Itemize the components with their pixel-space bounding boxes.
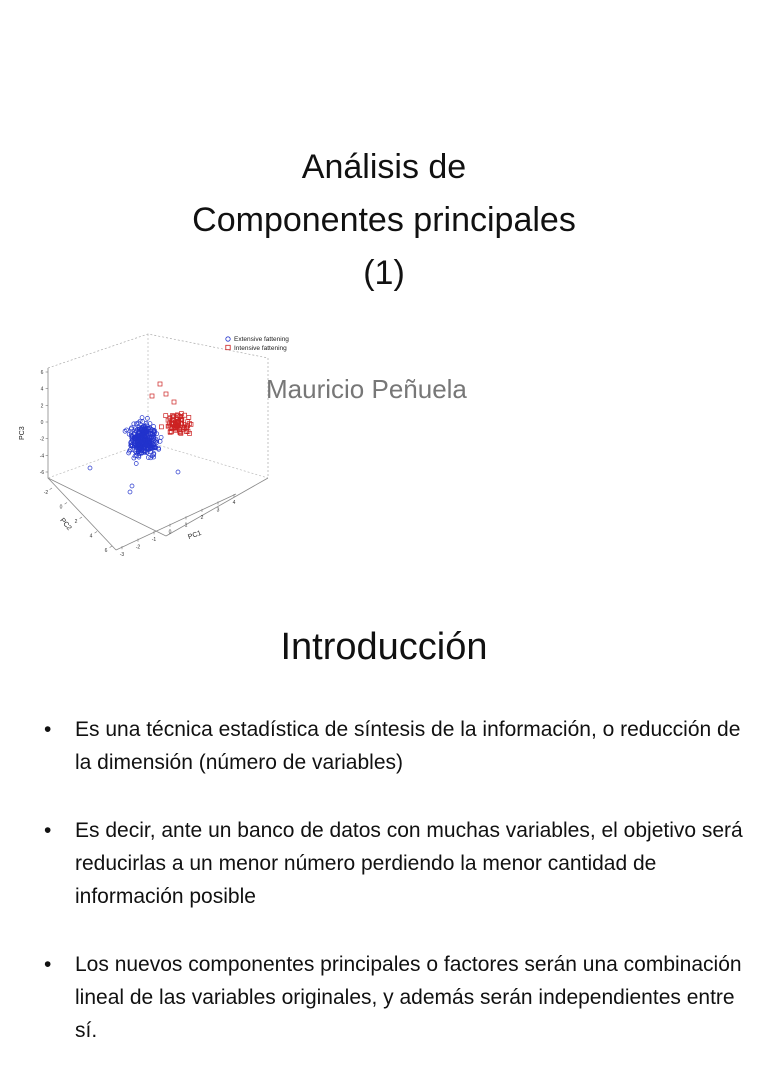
pc3-tick-label: -6: [39, 470, 45, 476]
pc1-tick-label: -3: [119, 552, 125, 558]
pc1-tick-label: 4: [232, 500, 236, 506]
intensive-point: [159, 425, 163, 429]
axis-label-pc2: PC2: [58, 517, 73, 532]
intensive-point: [158, 382, 162, 386]
vertical-axis-ticks: [40, 370, 48, 476]
pc1-tick-label: 0: [168, 529, 172, 536]
legend-label-extensive: Extensive fattening: [234, 336, 289, 343]
bullet-item: • Los nuevos componentes principales o factores serán una combinación lineal de las variables originales, y además serán independientes entre sí.: [44, 948, 744, 1047]
intensive-point: [164, 414, 168, 418]
intensive-point: [150, 394, 154, 398]
pc1-tick-label: -2: [135, 544, 141, 551]
bullet-list: [44, 713, 744, 1082]
author-name: Mauricio Peñuela: [266, 374, 467, 404]
extensive-point: [132, 422, 136, 426]
title-line-1: Análisis de: [301, 148, 467, 186]
pc3-tick-label: -4: [39, 453, 45, 460]
pc1-tick-label: 1: [184, 522, 188, 529]
slide-heading: Introducción: [280, 626, 488, 668]
legend-label-intensive: Intensive fattening: [234, 345, 287, 352]
pc2-tick-label: -2: [43, 490, 49, 496]
pc3-tick-label: 2: [40, 403, 44, 410]
intensive-point: [164, 392, 168, 396]
extensive-point: [88, 466, 92, 470]
pc1-tick-label: 3: [216, 507, 220, 514]
extensive-point: [134, 461, 138, 465]
pc2-tick-label: 0: [59, 504, 63, 511]
pc2-tick: [50, 488, 52, 490]
pc2-tick-label: 4: [89, 533, 93, 540]
legend-marker-intensive: [226, 345, 230, 349]
pc3-tick-label: -2: [39, 436, 45, 443]
bullet-item: • Es una técnica estadística de síntesis de la información, o reducción de la dimensión (número de variables): [44, 713, 744, 779]
pc2-tick-label: 6: [104, 548, 108, 554]
pca-3d-scatter-plot: [8, 322, 298, 558]
extensive-point: [130, 484, 134, 488]
pc3-tick-label: 4: [40, 386, 44, 393]
pc3-tick-label: 6: [40, 370, 44, 376]
intensive-point: [172, 400, 176, 404]
pc2-tick: [80, 517, 82, 519]
slide-title-heading: [0, 141, 768, 300]
pc2-tick: [95, 532, 97, 534]
pc1-tick-label: -1: [151, 537, 157, 544]
title-line-2: Componentes principales: [192, 201, 576, 239]
legend-marker-extensive: [226, 337, 230, 341]
slide-introduccion: [0, 576, 768, 1042]
extensive-point: [145, 416, 149, 420]
bullet-item: • Es decir, ante un banco de datos con muchas variables, el objetivo será reducirlas a un menor número perdiendo la menor cantidad de información posible: [44, 814, 744, 913]
pc2-tick: [65, 503, 67, 505]
intensive-point: [187, 415, 191, 419]
title-line-3: (1): [363, 254, 405, 292]
extensive-point: [128, 490, 132, 494]
axis-label-pc1: PC1: [187, 529, 203, 542]
pc3-tick-label: 0: [40, 420, 44, 426]
extensive-point: [176, 470, 180, 474]
pc2-tick-label: 2: [74, 519, 78, 525]
depth-axis-ticks: [44, 488, 112, 554]
intensive-fattening-points: [150, 382, 193, 435]
pc2-tick: [110, 546, 112, 548]
horizontal-axis-ticks: [120, 494, 236, 558]
legend: [226, 336, 290, 352]
pca-3d-scatter-figure: [8, 322, 298, 558]
pc1-tick-label: 2: [200, 514, 204, 521]
axis-label-pc3: PC3: [19, 426, 26, 440]
extensive-point: [159, 435, 163, 439]
